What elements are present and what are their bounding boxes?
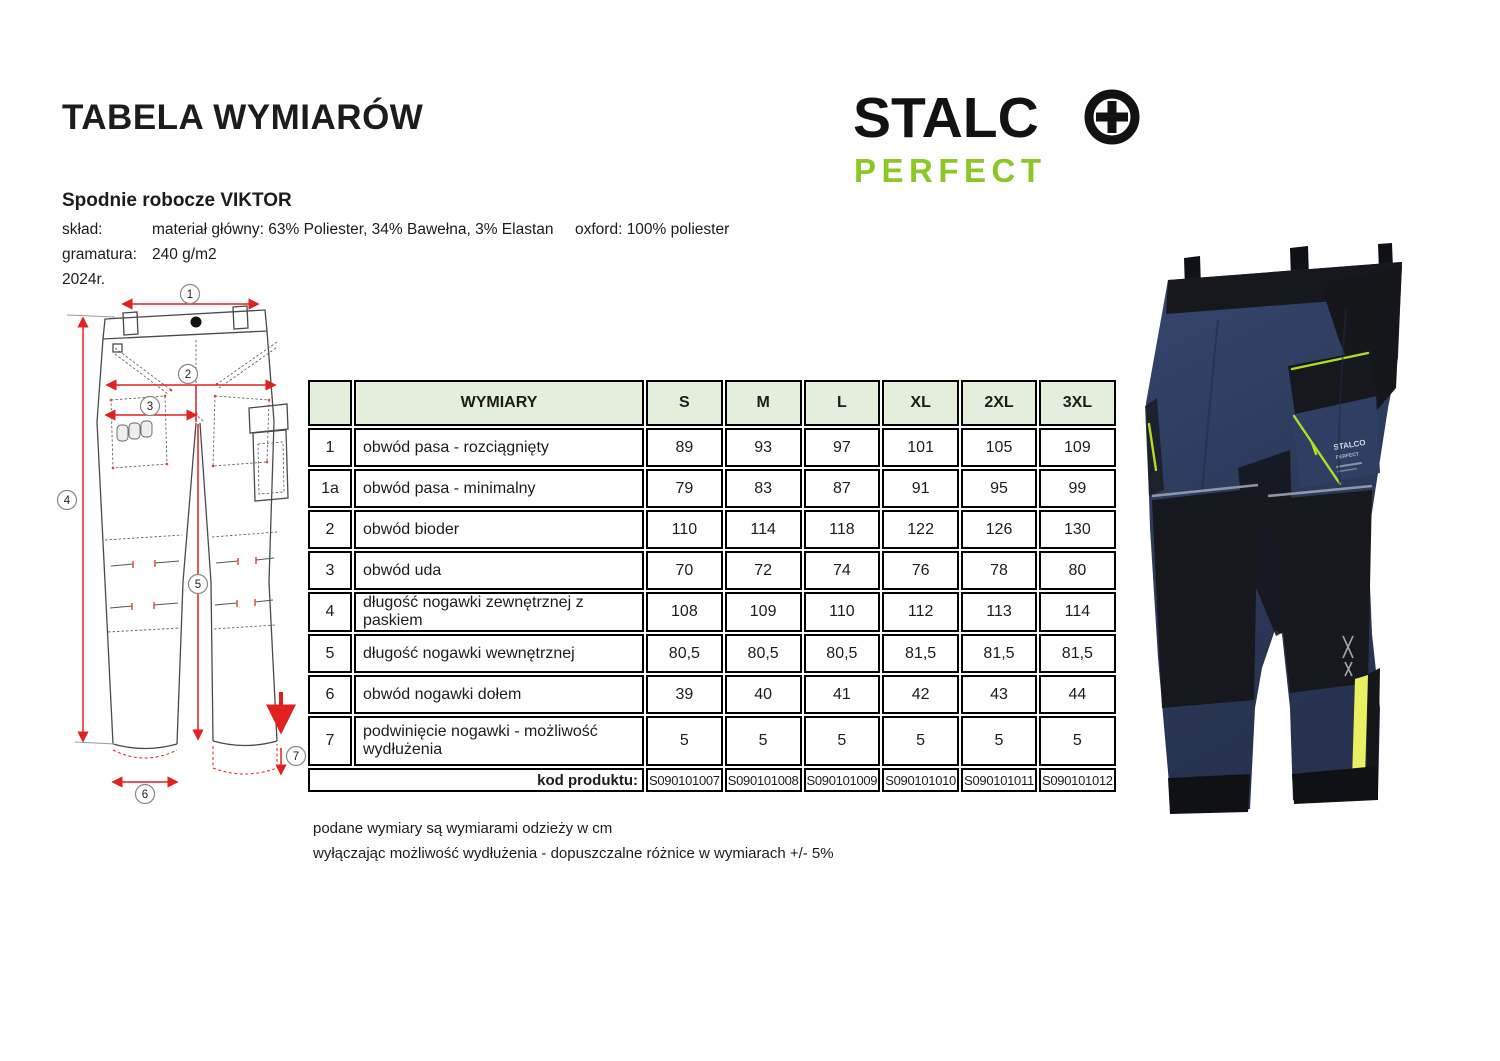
product-name: Spodnie robocze VIKTOR xyxy=(62,190,292,211)
table-cell: 99 xyxy=(1039,469,1116,508)
table-cell: 110 xyxy=(804,592,881,632)
product-code: S090101008 xyxy=(725,768,802,792)
table-cell: 5 xyxy=(646,716,723,766)
table-cell: 72 xyxy=(725,551,802,590)
table-cell: 105 xyxy=(961,428,1037,467)
table-cell: 5 xyxy=(725,716,802,766)
table-cell: 44 xyxy=(1039,675,1116,714)
dimension-lines xyxy=(67,304,281,782)
table-header-row xyxy=(308,380,1116,426)
row-number: 6 xyxy=(308,675,352,714)
table-cell: 5 xyxy=(1039,716,1116,766)
svg-text:5: 5 xyxy=(194,579,202,591)
product-code-row xyxy=(308,768,1116,792)
table-cell: 74 xyxy=(804,551,881,590)
measure-name: obwód bioder xyxy=(354,510,644,549)
row-number: 1a xyxy=(308,469,352,508)
table-row xyxy=(308,634,1116,673)
svg-text:7: 7 xyxy=(292,751,300,763)
table-cell: 81,5 xyxy=(961,634,1037,673)
col-header-size: S xyxy=(646,380,723,426)
table-cell: 97 xyxy=(804,428,881,467)
table-cell: 79 xyxy=(646,469,723,508)
table-cell: 130 xyxy=(1039,510,1116,549)
table-cell: 122 xyxy=(882,510,959,549)
oxford-value: oxford: 100% poliester xyxy=(575,221,730,238)
product-photo xyxy=(1140,238,1435,823)
product-code: S090101012 xyxy=(1039,768,1116,792)
table-cell: 87 xyxy=(804,469,881,508)
table-cell: 109 xyxy=(1039,428,1116,467)
col-header-size: 2XL xyxy=(961,380,1037,426)
year-label: 2024r. xyxy=(62,271,106,288)
table-row xyxy=(308,469,1116,508)
page-title: TABELA WYMIARÓW xyxy=(62,98,424,137)
gramatura-value: 240 g/m2 xyxy=(152,246,217,263)
table-cell: 40 xyxy=(725,675,802,714)
measure-name: obwód uda xyxy=(354,551,644,590)
table-cell: 108 xyxy=(646,592,723,632)
svg-text:2: 2 xyxy=(184,369,192,381)
product-code: S090101011 xyxy=(961,768,1037,792)
table-cell: 113 xyxy=(961,592,1037,632)
svg-text:1: 1 xyxy=(186,289,194,301)
cuff-left xyxy=(1168,774,1250,814)
row-number: 4 xyxy=(308,592,352,632)
knee-pad-right xyxy=(1268,490,1372,693)
product-code: S090101009 xyxy=(804,768,881,792)
table-row xyxy=(308,592,1116,632)
table-cell: 110 xyxy=(646,510,723,549)
product-code: S090101010 xyxy=(882,768,959,792)
row-number: 1 xyxy=(308,428,352,467)
svg-text:3: 3 xyxy=(146,401,154,413)
row-number: 3 xyxy=(308,551,352,590)
dimension-marker-1 xyxy=(181,285,200,304)
table-cell: 114 xyxy=(725,510,802,549)
table-cell: 5 xyxy=(961,716,1037,766)
dimension-marker-4 xyxy=(58,491,77,510)
button xyxy=(191,317,202,328)
col-header-size: XL xyxy=(882,380,959,426)
measure-name: obwód nogawki dołem xyxy=(354,675,644,714)
table-cell: 5 xyxy=(804,716,881,766)
measure-name: długość nogawki wewnętrznej xyxy=(354,634,644,673)
gramatura-label: gramatura: xyxy=(62,246,137,263)
table-cell: 5 xyxy=(882,716,959,766)
stalco-logo xyxy=(853,88,1145,190)
table-cell: 95 xyxy=(961,469,1037,508)
pocket-sub-text: PERFECT xyxy=(1335,451,1360,461)
table-row xyxy=(308,428,1116,467)
table-cell: 101 xyxy=(882,428,959,467)
trousers-measurement-drawing xyxy=(55,282,317,806)
product-code: S090101007 xyxy=(646,768,723,792)
svg-text:6: 6 xyxy=(141,789,149,801)
dimension-marker-5 xyxy=(189,575,208,594)
sklad-value: materiał główny: 63% Poliester, 34% Bawełna, 3% Elastan xyxy=(152,221,554,238)
corner-cell xyxy=(308,380,352,426)
footnotes xyxy=(313,816,834,866)
table-cell: 42 xyxy=(882,675,959,714)
table-cell: 39 xyxy=(646,675,723,714)
table-cell: 91 xyxy=(882,469,959,508)
col-header-size: L xyxy=(804,380,881,426)
measure-name: obwód pasa - minimalny xyxy=(354,469,644,508)
dimension-marker-7 xyxy=(287,747,306,766)
table-cell: 80 xyxy=(1039,551,1116,590)
size-table xyxy=(306,378,1118,794)
table-row xyxy=(308,551,1116,590)
svg-text:4: 4 xyxy=(63,495,71,507)
pocket-brand-text: STALCO xyxy=(1332,438,1367,452)
dimension-markers xyxy=(58,285,306,804)
cargo-pocket-photo xyxy=(1288,350,1380,488)
pen-loops xyxy=(117,421,152,441)
table-row xyxy=(308,675,1116,714)
measure-name: obwód pasa - rozciągnięty xyxy=(354,428,644,467)
sklad-label: skład: xyxy=(62,221,103,238)
table-cell: 112 xyxy=(882,592,959,632)
table-cell: 126 xyxy=(961,510,1037,549)
table-row xyxy=(308,716,1116,766)
col-header-size: M xyxy=(725,380,802,426)
table-cell: 83 xyxy=(725,469,802,508)
table-cell: 93 xyxy=(725,428,802,467)
dimension-marker-2 xyxy=(179,365,198,384)
col-header-wymiary: WYMIARY xyxy=(354,380,644,426)
table-cell: 118 xyxy=(804,510,881,549)
table-row xyxy=(308,510,1116,549)
measure-name: podwinięcie nogawki - możliwość wydłużenia xyxy=(354,716,644,766)
table-cell: 81,5 xyxy=(1039,634,1116,673)
table-cell: 80,5 xyxy=(646,634,723,673)
knee-pad-left xyxy=(1152,488,1258,708)
table-cell: 81,5 xyxy=(882,634,959,673)
measure-name: długość nogawki zewnętrznej z paskiem xyxy=(354,592,644,632)
logo-brand-text: STALC xyxy=(853,88,1039,150)
table-cell: 78 xyxy=(961,551,1037,590)
table-cell: 43 xyxy=(961,675,1037,714)
table-cell: 114 xyxy=(1039,592,1116,632)
footnote-line: wyłączając możliwość wydłużenia - dopuszczalne różnice w wymiarach +/- 5% xyxy=(313,845,834,862)
dimension-marker-3 xyxy=(141,397,160,416)
col-header-size: 3XL xyxy=(1039,380,1116,426)
dimension-marker-6 xyxy=(136,785,155,804)
product-code-label: kod produktu: xyxy=(308,768,644,792)
table-cell: 76 xyxy=(882,551,959,590)
table-cell: 89 xyxy=(646,428,723,467)
table-cell: 109 xyxy=(725,592,802,632)
table-cell: 80,5 xyxy=(725,634,802,673)
row-number: 7 xyxy=(308,716,352,766)
table-cell: 80,5 xyxy=(804,634,881,673)
row-number: 5 xyxy=(308,634,352,673)
row-number: 2 xyxy=(308,510,352,549)
table-cell: 70 xyxy=(646,551,723,590)
logo-circle-plus-icon xyxy=(1089,94,1135,140)
footnote-line: podane wymiary są wymiarami odzieży w cm xyxy=(313,820,613,837)
table-cell: 41 xyxy=(804,675,881,714)
logo-sub-text: PERFECT xyxy=(854,152,1047,189)
